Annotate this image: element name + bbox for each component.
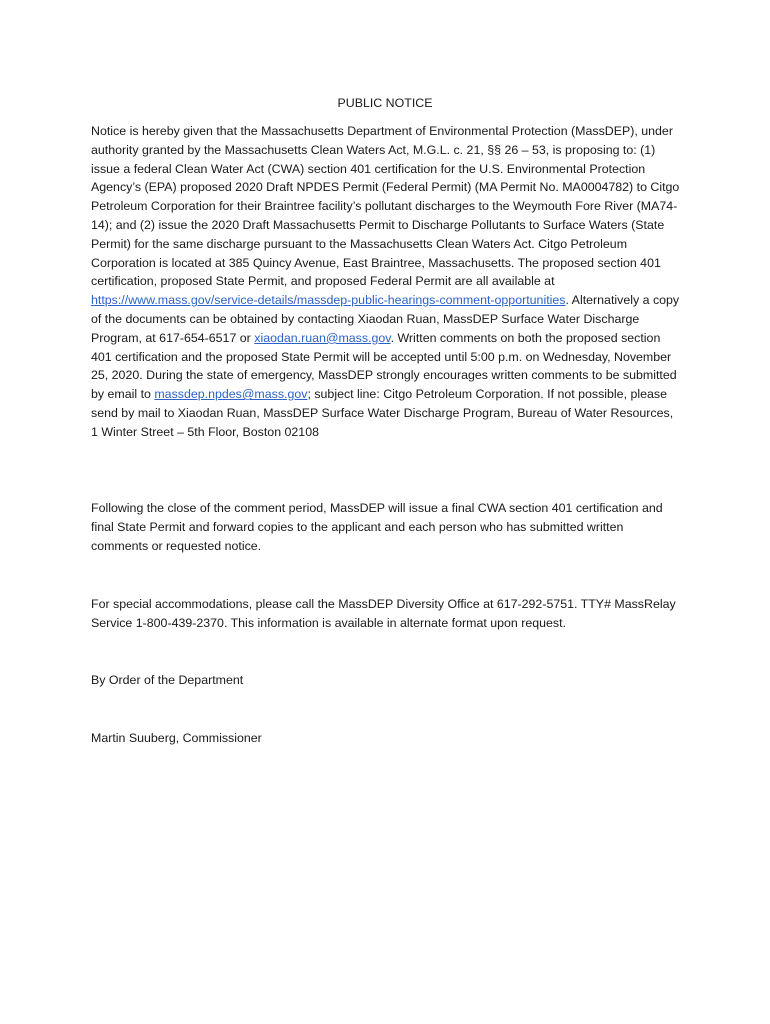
notice-text-b: . Alternatively a copy of the documents can be obtained by contacting Xiaodan Ruan, MassDEP Surface Water Discharge Program, at 617-654-6517 or: [91, 293, 680, 345]
contact-email-link[interactable]: xiaodan.ruan@mass.gov: [254, 330, 391, 345]
notice-text-c: . Written comments on both the proposed section 401 certification and the proposed State Permit will be accepted until 5:00 p.m. on Wednesday, November 25, 2020. During the state of emergency, MassDEP strongly encourages written comments to be submitted by email to: [91, 330, 677, 402]
accommodations-paragraph: For special accommodations, please call the MassDEP Diversity Office at 617-292-5751. TTY# MassRelay Service 1-800-439-2370. This information is available in alternate format upon request.: [91, 597, 676, 630]
notice-paragraph: [91, 122, 683, 442]
closing-line: By Order of the Department: [91, 673, 244, 687]
notice-text-d: ; subject line: Citgo Petroleum Corporation. If not possible, please send by mail to Xiaodan Ruan, MassDEP Surface Water Discharge Program, Bureau of Water Resources, 1 Winter Street – 5th Floor, Boston 02108: [91, 387, 674, 439]
final-permit-paragraph: Following the close of the comment period, MassDEP will issue a final CWA section 401 certification and final State Permit and forward copies to the applicant and each person who has submitted written comments or requested notice.: [91, 501, 663, 553]
page-title: PUBLIC NOTICE: [337, 96, 433, 110]
notice-text-a: Notice is hereby given that the Massachusetts Department of Environmental Protection (MassDEP), under authority granted by the Massachusetts Clean Waters Act, M.G.L. c. 21, §§ 26 – 53, is proposing to: (1) issue a federal Clean Water Act (CWA) section 401 certification for the U.S. Environmental Protection Agency’s (EPA) proposed 2020 Draft NPDES Permit (Federal Permit) (MA Permit No. MA0004782) to Citgo Petroleum Corporation for their Braintree facility’s pollutant discharges to the Weymouth Fore River (MA74-14); and (2) issue the 2020 Draft Massachusetts Permit to Discharge Pollutants to Surface Waters (State Permit) for the same discharge pursuant to the Massachusetts Clean Waters Act. Citgo Petroleum Corporation is located at 385 Quincy Avenue, East Braintree, Massachusetts. The proposed section 401 certification, proposed State Permit, and proposed Federal Permit are all available at: [91, 124, 680, 289]
npdes-email-link[interactable]: massdep.npdes@mass.gov: [154, 387, 308, 402]
signature-line: Martin Suuberg, Commissioner: [91, 731, 262, 745]
hearings-link[interactable]: https://www.mass.gov/service-details/massdep-public-hearings-comment-opportunities: [91, 293, 566, 308]
